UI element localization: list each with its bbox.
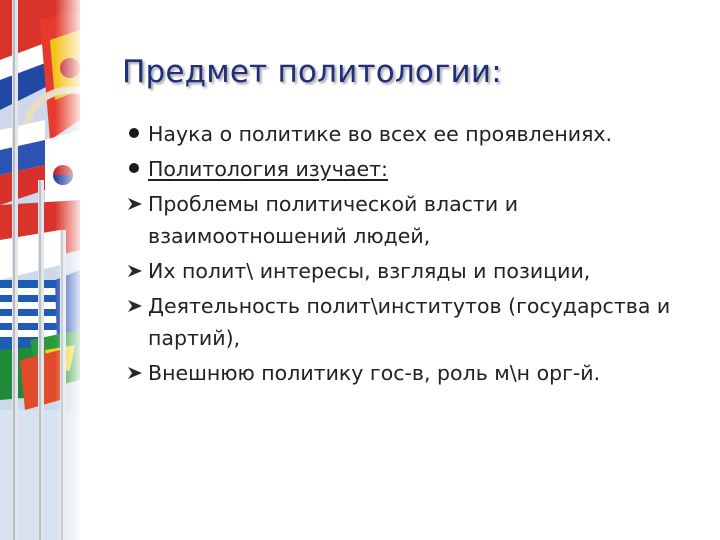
bullet-list — [128, 118, 708, 392]
bullet-item — [128, 357, 708, 389]
dot-icon — [128, 153, 146, 185]
arrow-icon — [128, 290, 146, 322]
arrow-icon — [128, 188, 146, 220]
slide-title: Предмет политологии: — [122, 54, 502, 90]
flags-decoration-image — [0, 0, 80, 540]
bullet-item — [128, 118, 708, 150]
bullet-text: Деятельность полит\институтов (государства и партий), — [148, 294, 671, 350]
bullet-text: Проблемы политической власти и взаимоотношений людей, — [148, 192, 519, 248]
bullet-text: Политология изучает: — [148, 157, 388, 181]
bullet-item — [128, 290, 708, 354]
bullet-text: Наука о политике во всех ее проявлениях. — [148, 122, 613, 146]
bullet-item — [128, 255, 708, 287]
bullet-item — [128, 153, 708, 185]
bullet-item — [128, 188, 708, 252]
dot-icon — [128, 118, 146, 150]
arrow-icon — [128, 357, 146, 389]
arrow-icon — [128, 255, 146, 287]
bullet-text: Их полит\ интересы, взгляды и позиции, — [148, 259, 591, 283]
bullet-text: Внешнюю политику гос-в, роль м\н орг-й. — [148, 361, 601, 385]
